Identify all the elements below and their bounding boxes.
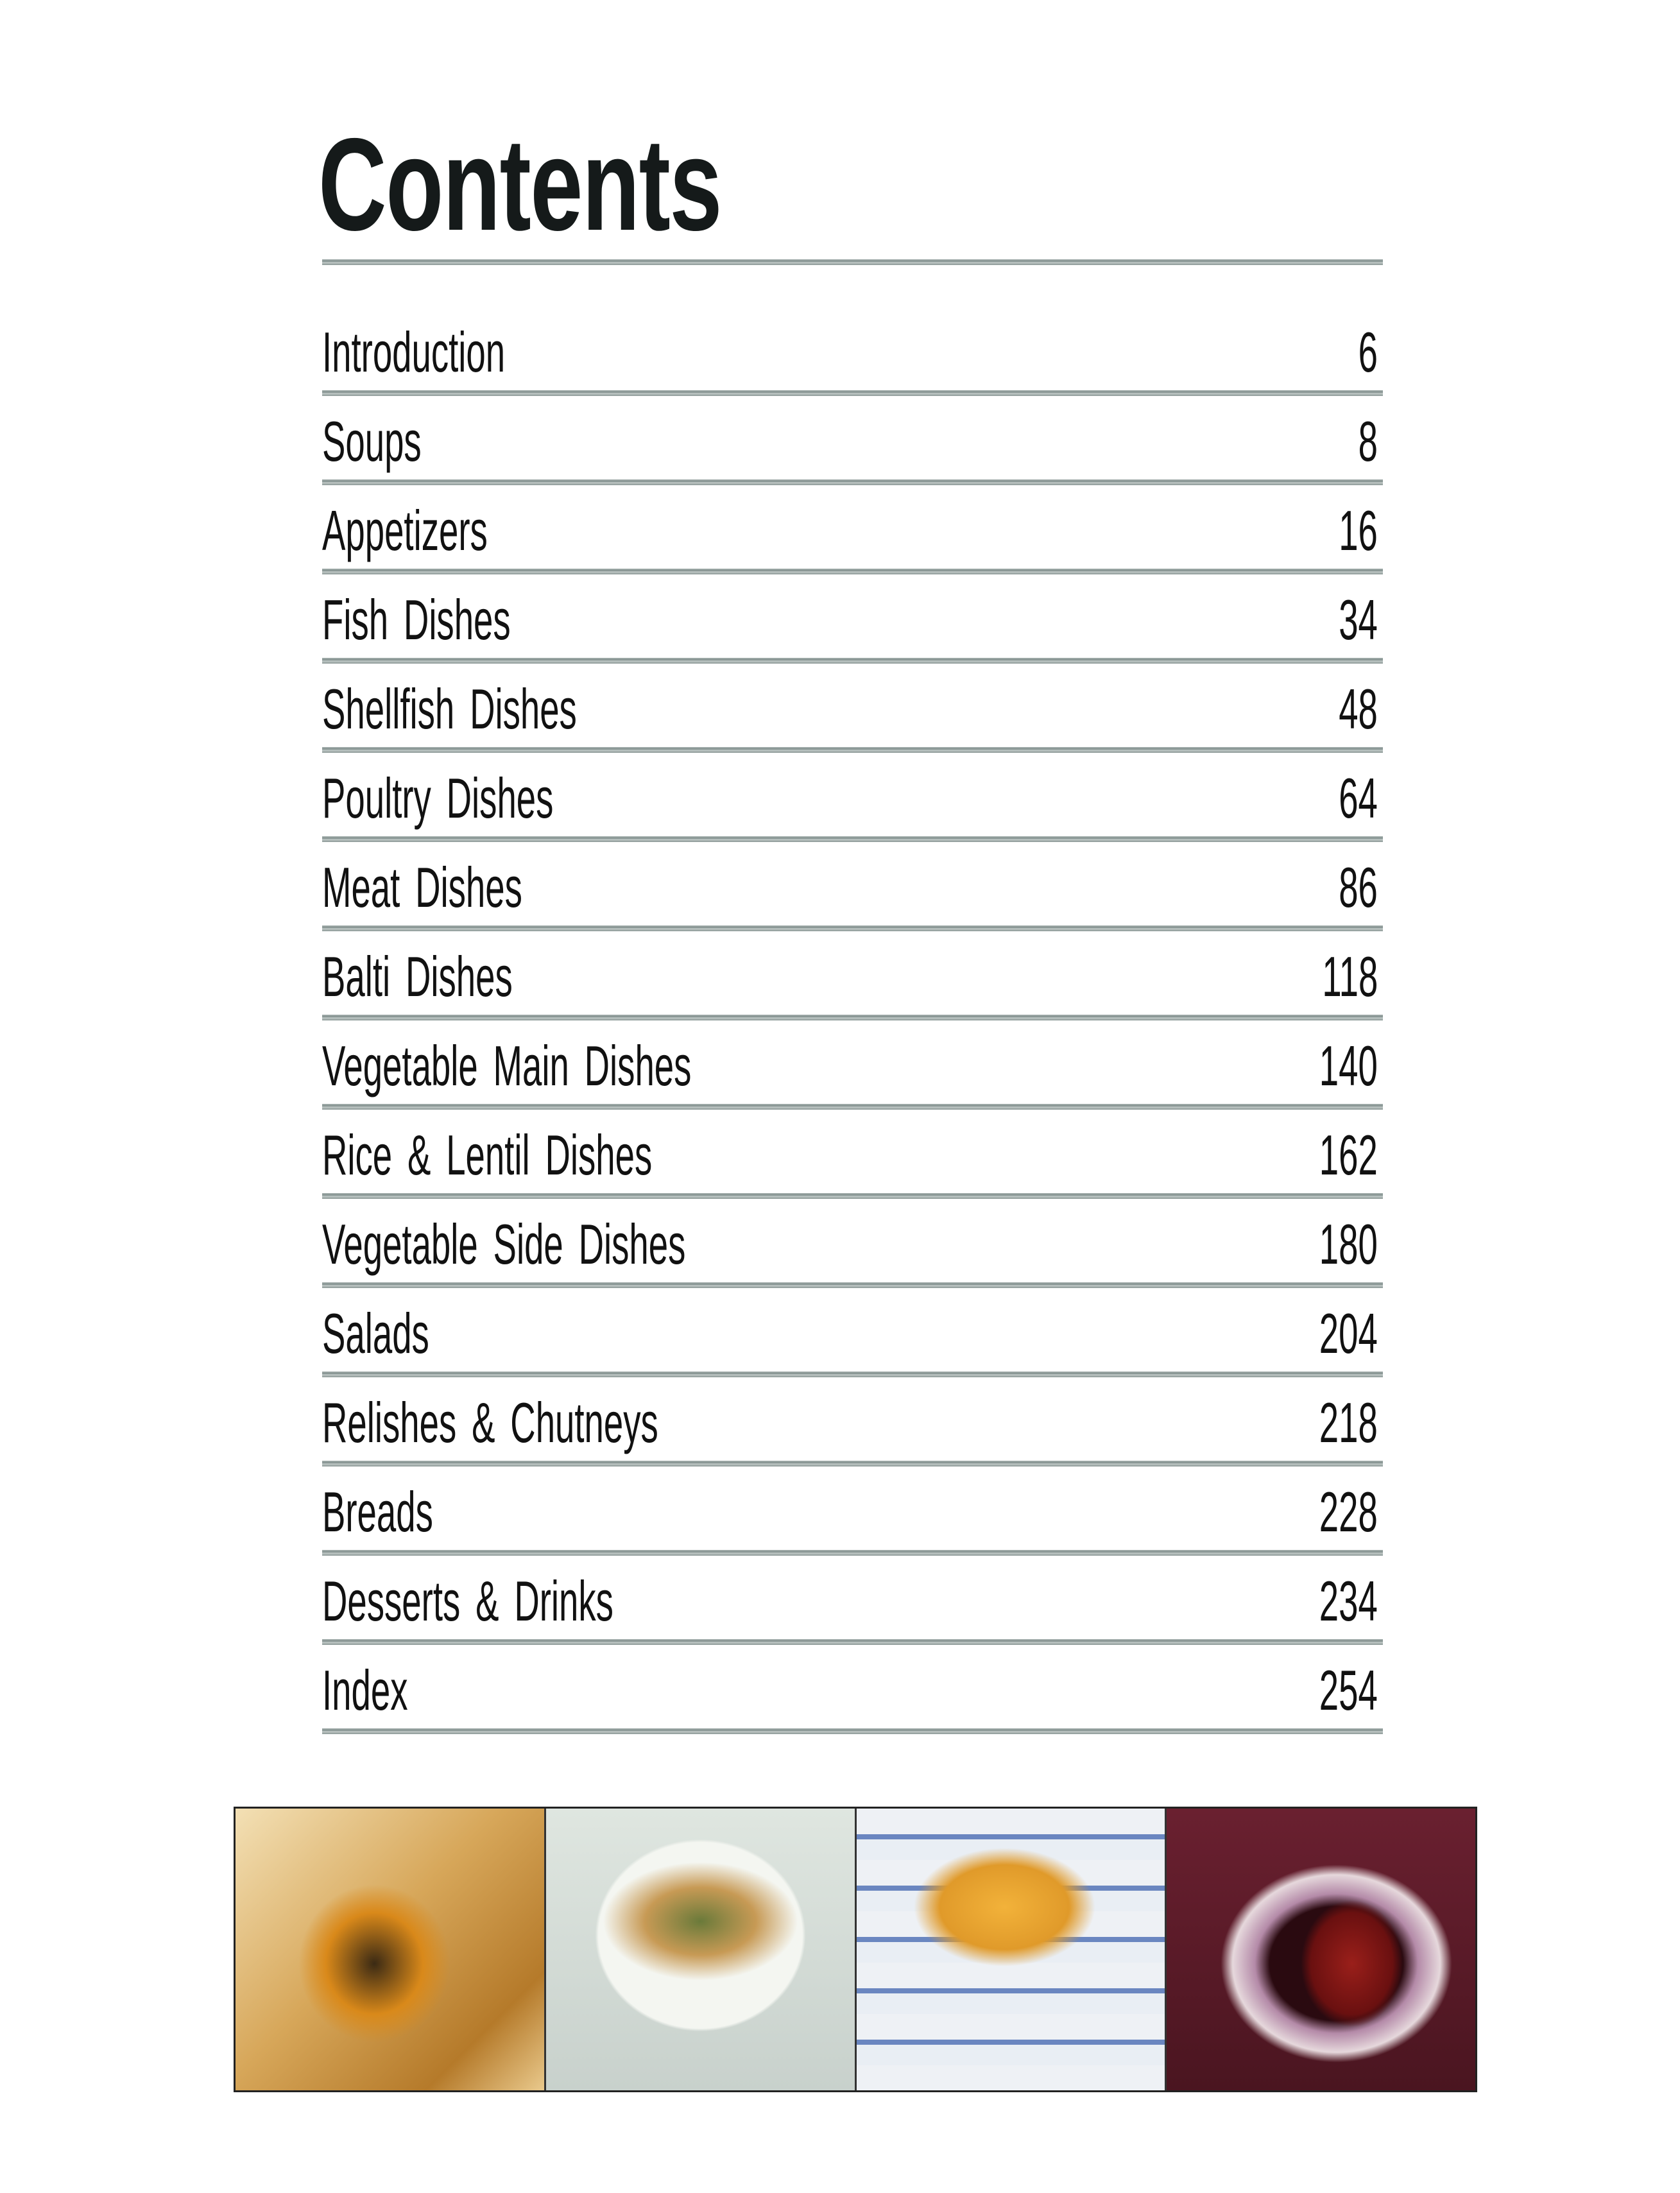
- toc-entry-page: 34: [1339, 588, 1378, 651]
- toc-divider: [322, 1104, 1383, 1110]
- toc-divider: [322, 747, 1383, 753]
- toc-entry-page: 162: [1319, 1123, 1378, 1187]
- toc-entry[interactable]: [322, 574, 1383, 664]
- toc-entry-page: 86: [1339, 856, 1378, 919]
- toc-entry-page: 254: [1319, 1658, 1378, 1722]
- toc-entry-page: 16: [1339, 499, 1378, 562]
- toc-entry-label: Relishes & Chutneys: [322, 1391, 658, 1454]
- toc-entry[interactable]: [322, 1556, 1383, 1645]
- toc-divider: [322, 390, 1383, 396]
- toc-divider: [322, 658, 1383, 664]
- toc-entry-label: Soups: [322, 409, 422, 473]
- toc-entry-page: 180: [1319, 1212, 1378, 1276]
- toc-divider: [322, 569, 1383, 574]
- toc-entry-label: Meat Dishes: [322, 856, 522, 919]
- toc-entry-label: Desserts & Drinks: [322, 1569, 613, 1633]
- toc-entry-page: 140: [1319, 1034, 1378, 1097]
- toc-divider: [322, 1015, 1383, 1020]
- title-divider: [322, 259, 1383, 265]
- toc-entry-page: 234: [1319, 1569, 1378, 1633]
- toc-entry[interactable]: [322, 1377, 1383, 1466]
- toc-divider: [322, 479, 1383, 485]
- toc-entry[interactable]: [322, 1288, 1383, 1377]
- toc-entry-label: Index: [322, 1658, 408, 1722]
- toc-entry[interactable]: [322, 1466, 1383, 1556]
- photo-rice-bowl: [546, 1809, 857, 2090]
- toc-entry-page: 228: [1319, 1480, 1378, 1544]
- toc-entry-page: 48: [1339, 677, 1378, 741]
- toc-divider: [322, 1282, 1383, 1288]
- toc-entry-label: Rice & Lentil Dishes: [322, 1123, 653, 1187]
- photo-curry-bowls: [857, 1809, 1167, 2090]
- toc-entry-page: 6: [1358, 320, 1378, 384]
- toc-entry[interactable]: [322, 307, 1383, 396]
- toc-entry-label: Salads: [322, 1302, 429, 1365]
- toc-entry-label: Breads: [322, 1480, 433, 1544]
- toc-entry-page: 204: [1319, 1302, 1378, 1365]
- toc-divider: [322, 1193, 1383, 1199]
- photo-steamed-dish: [236, 1809, 546, 2090]
- table-of-contents: [322, 307, 1383, 1734]
- toc-entry-label: Balti Dishes: [322, 945, 513, 1008]
- toc-entry[interactable]: [322, 753, 1383, 842]
- toc-entry-page: 8: [1358, 409, 1378, 473]
- toc-entry-label: Appetizers: [322, 499, 488, 562]
- toc-entry-page: 118: [1322, 945, 1378, 1008]
- toc-entry[interactable]: [322, 842, 1383, 931]
- toc-entry[interactable]: [322, 1020, 1383, 1110]
- photo-poached-pear: [1167, 1809, 1475, 2090]
- toc-entry-label: Poultry Dishes: [322, 766, 554, 830]
- toc-entry[interactable]: [322, 931, 1383, 1020]
- toc-entry-label: Introduction: [322, 320, 506, 384]
- toc-entry-label: Vegetable Side Dishes: [322, 1212, 686, 1276]
- toc-entry-page: 64: [1339, 766, 1378, 830]
- toc-divider: [322, 1461, 1383, 1466]
- toc-entry[interactable]: [322, 485, 1383, 574]
- toc-divider: [322, 1372, 1383, 1377]
- toc-entry-label: Shellfish Dishes: [322, 677, 577, 741]
- toc-divider: [322, 1728, 1383, 1734]
- photo-strip: [234, 1807, 1477, 2092]
- toc-entry[interactable]: [322, 396, 1383, 485]
- toc-entry[interactable]: [322, 1645, 1383, 1734]
- toc-divider: [322, 836, 1383, 842]
- page-title: Contents: [318, 111, 722, 258]
- toc-divider: [322, 1639, 1383, 1645]
- toc-entry-label: Vegetable Main Dishes: [322, 1034, 692, 1097]
- toc-divider: [322, 1550, 1383, 1556]
- toc-entry[interactable]: [322, 1110, 1383, 1199]
- toc-entry-label: Fish Dishes: [322, 588, 511, 651]
- toc-entry[interactable]: [322, 664, 1383, 753]
- toc-divider: [322, 925, 1383, 931]
- toc-entry[interactable]: [322, 1199, 1383, 1288]
- toc-entry-page: 218: [1319, 1391, 1378, 1454]
